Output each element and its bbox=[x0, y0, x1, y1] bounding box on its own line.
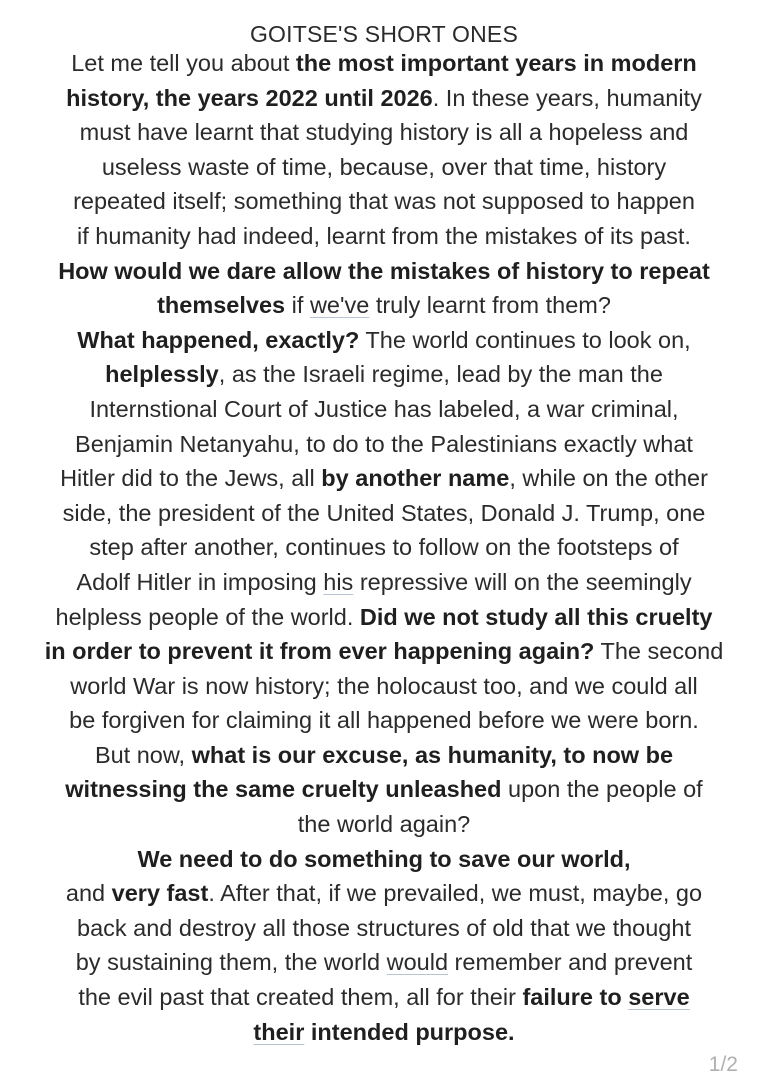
text-run: back and destroy all those structures of old that we thought bbox=[77, 914, 691, 941]
text-run: if humanity had indeed, learnt from the mistakes of its past. bbox=[77, 222, 691, 249]
bold-text-run: Did we not study all this cruelty bbox=[359, 603, 713, 630]
text-run: be forgiven for claiming it all happened before we were born. bbox=[69, 707, 699, 734]
text-run: Hitler did to the Jews, all bbox=[60, 465, 322, 492]
text-run: Internstional Court of Justice has labeled, a war criminal, bbox=[89, 395, 679, 422]
bold-text-run: by another name bbox=[321, 465, 510, 492]
text-line bbox=[0, 461, 768, 496]
text-line bbox=[0, 634, 768, 669]
text-run: by sustaining them, the world bbox=[75, 949, 387, 976]
text-line bbox=[0, 46, 768, 81]
bold-text-run: serve bbox=[628, 984, 690, 1011]
text-run: Benjamin Netanyahu, to do to the Palestinians exactly what bbox=[75, 430, 693, 457]
text-run: But now, bbox=[94, 741, 192, 768]
page-indicator: 1/2 bbox=[708, 1053, 738, 1076]
text-line bbox=[0, 427, 768, 462]
text-line bbox=[0, 115, 768, 150]
text-run: remember and prevent bbox=[448, 949, 693, 976]
document-page bbox=[0, 22, 768, 1049]
text-run: must have learnt that studying history is all a hopeless and bbox=[79, 119, 689, 146]
bold-text-run: what is our excuse, as humanity, to now be bbox=[191, 741, 674, 768]
text-run: if bbox=[285, 292, 310, 319]
bold-text-run: their bbox=[253, 1018, 305, 1045]
document-title: GOITSE'S SHORT ONES bbox=[249, 21, 519, 47]
text-line bbox=[0, 150, 768, 185]
text-line bbox=[0, 392, 768, 427]
text-line bbox=[0, 288, 768, 323]
text-line bbox=[0, 876, 768, 911]
document-body bbox=[0, 46, 768, 1049]
text-run: would bbox=[386, 949, 449, 976]
bold-text-run: history, the years 2022 until 2026 bbox=[66, 84, 433, 111]
text-line bbox=[0, 81, 768, 116]
text-line bbox=[0, 842, 768, 877]
text-run: the world again? bbox=[297, 811, 471, 838]
text-line bbox=[0, 530, 768, 565]
text-run: repressive will on the seemingly bbox=[353, 568, 692, 595]
bold-text-run: How would we dare allow the mistakes of history to repeat bbox=[58, 257, 710, 284]
text-line bbox=[0, 184, 768, 219]
text-line bbox=[0, 772, 768, 807]
text-line bbox=[0, 945, 768, 980]
bold-text-run: in order to prevent it from ever happening again? bbox=[44, 638, 595, 665]
text-run: his bbox=[323, 568, 354, 595]
text-run: step after another, continues to follow on the footsteps of bbox=[89, 534, 679, 561]
text-run: , while on the other bbox=[509, 465, 708, 492]
text-run: side, the president of the United States, Donald J. Trump, one bbox=[62, 499, 706, 526]
text-run: . After that, if we prevailed, we must, maybe, go bbox=[208, 880, 703, 907]
text-run: the evil past that created them, all for their bbox=[78, 984, 523, 1011]
bold-text-run: We need to do something to save our world, bbox=[137, 845, 631, 872]
text-line bbox=[0, 669, 768, 704]
text-run: The second bbox=[594, 638, 724, 665]
bold-text-run: What happened, exactly? bbox=[77, 326, 360, 353]
text-line bbox=[0, 911, 768, 946]
text-run: helpless people of the world. bbox=[55, 603, 360, 630]
bold-text-run: witnessing the same cruelty unleashed bbox=[65, 776, 502, 803]
text-line bbox=[0, 565, 768, 600]
text-run: The world continues to look on, bbox=[359, 326, 691, 353]
text-line bbox=[0, 496, 768, 531]
text-run: , as the Israeli regime, lead by the man the bbox=[218, 361, 663, 388]
text-run: upon the people of bbox=[501, 776, 703, 803]
text-run: world War is now history; the holocaust too, and we could all bbox=[70, 672, 698, 699]
text-line bbox=[0, 323, 768, 358]
text-run: Let me tell you about bbox=[71, 50, 296, 76]
text-line bbox=[0, 219, 768, 254]
bold-text-run: helplessly bbox=[105, 361, 219, 388]
text-run: useless waste of time, because, over that time, history bbox=[101, 153, 667, 180]
text-run: repeated itself; something that was not supposed to happen bbox=[73, 188, 695, 215]
text-line bbox=[0, 807, 768, 842]
bold-text-run: themselves bbox=[157, 292, 286, 319]
text-line bbox=[0, 254, 768, 289]
bold-text-run: the most important years in modern bbox=[295, 50, 697, 76]
text-run: . In these years, humanity bbox=[432, 84, 702, 111]
text-line bbox=[0, 703, 768, 738]
text-line bbox=[0, 357, 768, 392]
text-line bbox=[0, 1015, 768, 1050]
text-run: we've bbox=[309, 292, 370, 319]
text-run: Adolf Hitler in imposing bbox=[76, 568, 324, 595]
bold-text-run: intended purpose. bbox=[304, 1018, 515, 1045]
bold-text-run: very fast bbox=[111, 880, 209, 907]
text-run: and bbox=[65, 880, 112, 907]
text-line bbox=[0, 738, 768, 773]
text-line bbox=[0, 600, 768, 635]
bold-text-run: failure to bbox=[522, 984, 629, 1011]
text-run: truly learnt from them? bbox=[369, 292, 611, 319]
text-line bbox=[0, 980, 768, 1015]
